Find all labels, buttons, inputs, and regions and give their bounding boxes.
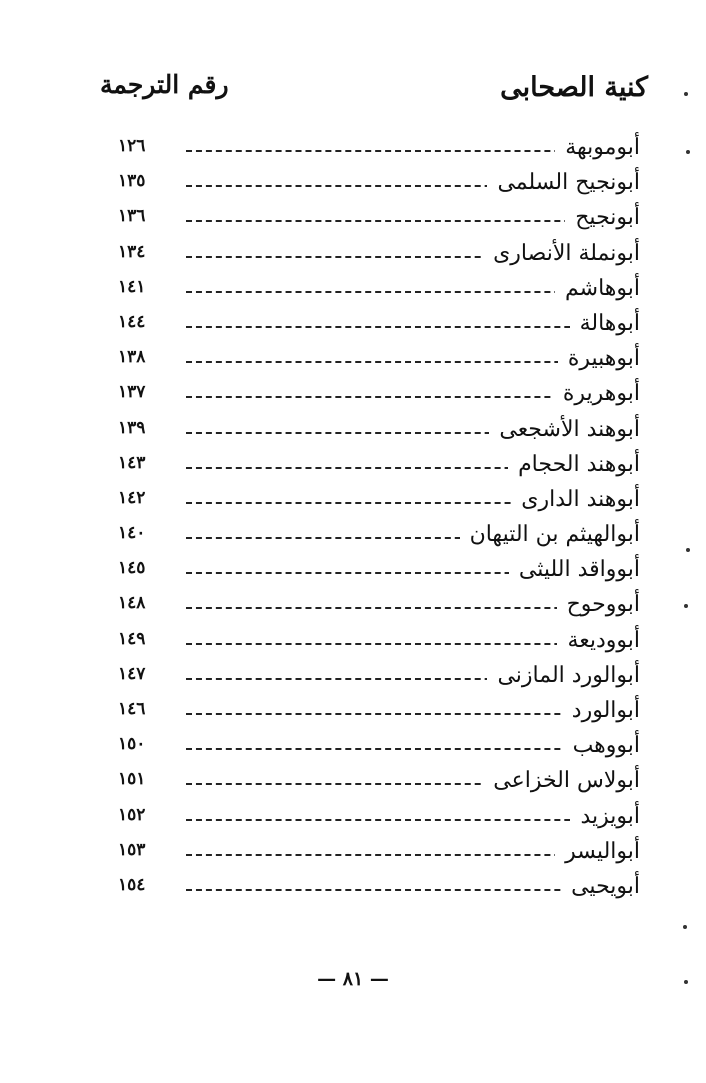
entry-name: أبواليسر (555, 838, 640, 866)
entry-name: أبولاس الخزاعى (483, 767, 640, 795)
entry-name: أبوالهيثم بن التيهان (460, 521, 640, 549)
entry-number: ١٥١ (118, 769, 146, 790)
entry-number: ١٤٢ (118, 487, 146, 508)
entry-name: أبوهند الدارى (511, 486, 640, 514)
margin-speck (684, 980, 688, 984)
entry-number: ١٣٨ (118, 347, 146, 368)
entry-name: أبوهريرة (553, 380, 640, 408)
name-column-heading: كنية الصحابى (500, 72, 648, 103)
margin-speck (684, 92, 688, 96)
entry-name: أبونملة الأنصارى (483, 240, 640, 268)
entry-number: ١٥٠ (118, 734, 146, 755)
entry-name: أبوموبهة (555, 134, 640, 162)
index-entry (100, 200, 640, 235)
index-entry (100, 447, 640, 482)
entry-name: أبويزيد (570, 803, 640, 831)
entry-name: أبووديعة (557, 627, 640, 655)
index-entry (100, 517, 640, 552)
index-entry (100, 130, 640, 165)
entry-name: أبووهب (563, 732, 640, 760)
entry-number: ١٤٠ (118, 523, 146, 544)
entry-name: أبووحوح (557, 591, 640, 619)
entry-name: أبوهند الأشجعى (489, 416, 640, 444)
page-number: — ٨١ — (317, 968, 389, 990)
entry-number: ١٣٧ (118, 382, 146, 403)
entry-name: أبوهاشم (555, 275, 640, 303)
index-entry (100, 763, 640, 798)
entry-name: أبوالورد (562, 697, 640, 725)
table-header (100, 68, 648, 118)
entry-number: ١٥٣ (118, 839, 146, 860)
index-entry (100, 271, 640, 306)
entry-number: ١٤٤ (118, 311, 146, 332)
entry-number: ١٤٨ (118, 593, 146, 614)
index-list (100, 130, 640, 904)
margin-speck (686, 548, 690, 552)
entry-number: ١٣٦ (118, 206, 146, 227)
index-entry (100, 799, 640, 834)
entry-name: أبويحيى (561, 873, 640, 901)
entry-number: ١٣٤ (118, 241, 146, 262)
entry-name: أبوواقد الليثى (509, 556, 640, 584)
entry-name: أبونجيح (565, 204, 640, 232)
entry-number: ١٥٤ (118, 874, 146, 895)
index-entry (100, 693, 640, 728)
index-entry (100, 658, 640, 693)
entry-number: ١٤٥ (118, 558, 146, 579)
index-entry (100, 165, 640, 200)
index-entry (100, 552, 640, 587)
margin-speck (686, 150, 690, 154)
index-entry (100, 834, 640, 869)
entry-number: ١٤٧ (118, 663, 146, 684)
index-entry (100, 587, 640, 622)
index-entry (100, 728, 640, 763)
index-entry (100, 376, 640, 411)
index-entry (100, 236, 640, 271)
index-entry (100, 623, 640, 658)
entry-number: ١٥٢ (118, 804, 146, 825)
entry-number: ١٤٣ (118, 452, 146, 473)
index-entry (100, 482, 640, 517)
index-entry (100, 306, 640, 341)
index-entry (100, 412, 640, 447)
entry-name: أبونجيح السلمى (487, 169, 640, 197)
entry-name: أبوهالة (570, 310, 640, 338)
entry-name: أبوهند الحجام (508, 451, 640, 479)
entry-number: ١٤٩ (118, 628, 146, 649)
index-entry (100, 341, 640, 376)
index-entry (100, 869, 640, 904)
entry-name: أبوهبيرة (558, 345, 640, 373)
entry-name: أبوالورد المازنى (487, 662, 640, 690)
margin-speck (683, 925, 687, 929)
entry-number: ١٢٦ (118, 136, 146, 156)
margin-speck (684, 604, 688, 608)
entry-number: ١٤٦ (118, 699, 146, 719)
entry-number: ١٣٩ (118, 417, 146, 438)
number-column-heading: رقم الترجمة (100, 70, 229, 99)
entry-number: ١٣٥ (118, 171, 146, 192)
entry-number: ١٤١ (118, 276, 146, 297)
